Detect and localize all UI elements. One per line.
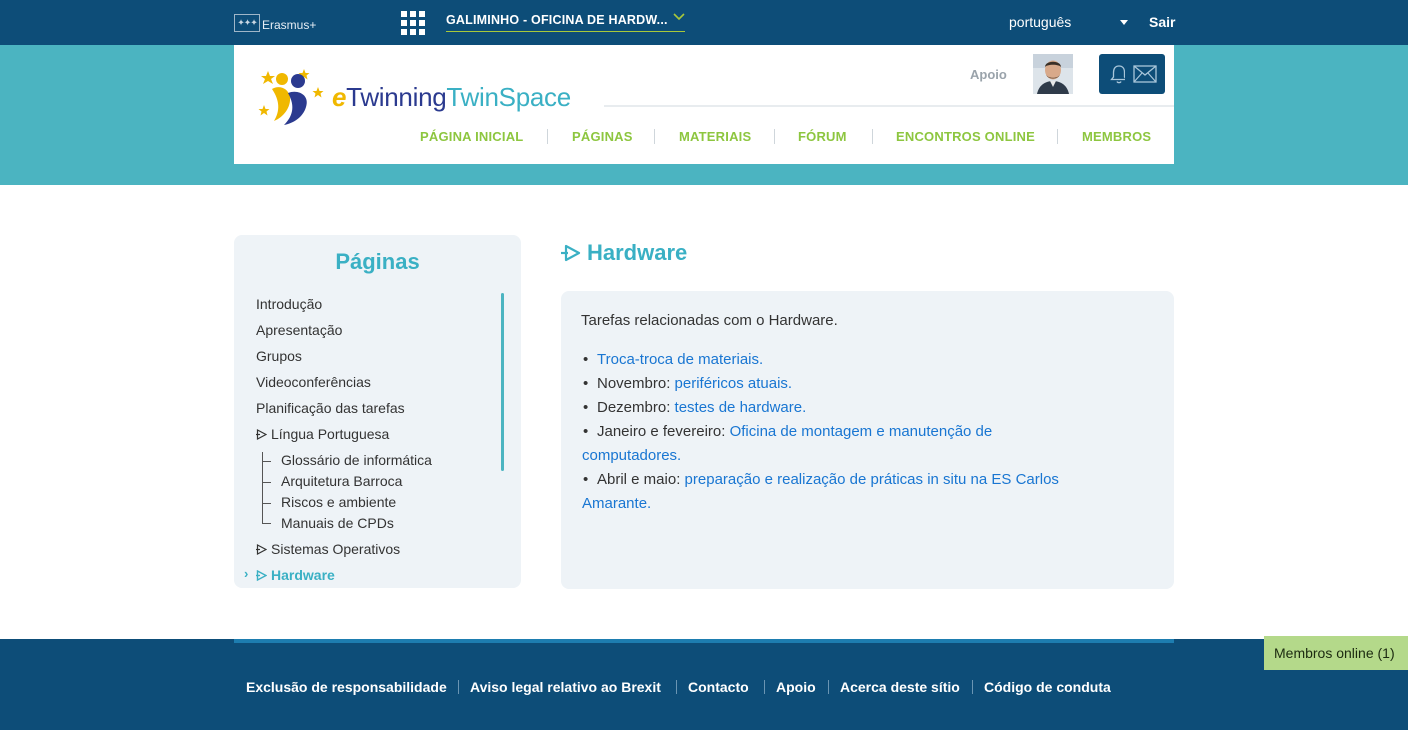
sidebar-subitem-manuais[interactable]: Manuais de CPDs [281,515,394,531]
sidebar-subitem-arquitetura[interactable]: Arquitetura Barroca [281,473,403,489]
main-nav [234,129,1174,145]
nav-materiais[interactable]: MATERIAIS [679,129,752,144]
etwinning-logo[interactable] [258,67,571,127]
sidebar-subitem-riscos[interactable]: Riscos e ambiente [281,494,397,510]
footer-accent-line [234,639,1174,643]
task-link[interactable]: preparação e realização de práticas in situ na ES Carlos [684,471,1059,488]
chevron-down-icon [673,13,685,21]
erasmus-logo[interactable] [234,13,316,33]
page-arrow-icon [561,244,581,262]
tree-branch [262,461,271,462]
content-intro: Tarefas relacionadas com o Hardware. [581,312,838,329]
task-link[interactable]: Oficina de montagem e manutenção de [729,423,993,440]
sidebar-item-hardware[interactable]: Hardware [256,567,335,583]
task-link[interactable]: periféricos atuais. [674,375,793,392]
project-name: GALIMINHO - OFICINA DE HARDW... [446,13,668,27]
task-link[interactable]: testes de hardware. [674,399,807,416]
tree-branch [262,503,271,504]
current-page-chevron-icon: › [244,566,249,581]
page-title [561,240,687,266]
nav-separator [1057,129,1058,144]
list-item: • Janeiro e fevereiro: Oficina de montagem e manutenção de computadores. [597,420,1137,468]
page-title-text: Hardware [587,240,688,265]
nav-pagina-inicial[interactable]: PÁGINA INICIAL [420,129,524,144]
task-list [582,348,1137,516]
tree-line [262,452,263,523]
language-select[interactable]: português [1009,14,1072,30]
footer-link-brexit[interactable]: Aviso legal relativo ao Brexit [470,679,661,695]
footer-separator [458,680,459,694]
footer-link-codigo[interactable]: Código de conduta [984,679,1111,695]
logout-link[interactable]: Sair [1149,14,1176,30]
footer-link-apoio[interactable]: Apoio [776,679,816,695]
user-avatar-icon [1033,54,1073,94]
project-selector[interactable] [446,10,685,32]
list-item: • Abril e maio: preparação e realização de práticas in situ na ES Carlos Amarante. [597,468,1137,516]
sidebar-item-lingua-portuguesa[interactable]: Língua Portuguesa [256,426,389,442]
bullet: • [583,423,589,440]
list-item: • Dezembro: testes de hardware. [597,396,1137,420]
footer-link-contacto[interactable]: Contacto [688,679,749,695]
list-item [583,348,1137,372]
nav-membros[interactable]: MEMBROS [1082,129,1152,144]
online-members-button[interactable]: Membros online (1) [1264,636,1408,670]
logo-wordmark: eTwinningTwinSpace [332,81,571,112]
nav-separator [872,129,873,144]
sidebar-subitem-glossario[interactable]: Glossário de informática [281,452,432,468]
messages-button[interactable] [1125,54,1165,94]
caret-down-icon[interactable] [1120,20,1128,25]
list-item: • Novembro: periféricos atuais. [597,372,1137,396]
section-arrow-icon [256,544,267,555]
bullet: • [583,375,589,392]
sidebar-item-sistemas-operativos[interactable]: Sistemas Operativos [256,541,400,557]
pages-sidebar [234,235,521,588]
nav-separator [654,129,655,144]
footer-separator [828,680,829,694]
footer [0,639,1408,730]
tree-branch [262,523,271,524]
header [234,45,1174,164]
erasmus-label: Erasmus+ [262,18,317,32]
nav-separator [547,129,548,144]
top-bar [0,0,1408,45]
eu-flag-icon: ✦✦✦ [234,14,260,32]
section-arrow-icon [256,570,267,581]
sidebar-item-apresentacao[interactable]: Apresentação [256,322,343,338]
nav-separator [774,129,775,144]
sidebar-item-grupos[interactable]: Grupos [256,348,302,364]
nav-forum[interactable]: FÓRUM [798,129,847,144]
footer-separator [764,680,765,694]
footer-separator [676,680,677,694]
bullet: • [583,471,589,488]
sidebar-item-videoconferencias[interactable]: Videoconferências [256,374,371,390]
sidebar-item-planificacao[interactable]: Planificação das tarefas [256,400,405,416]
nav-paginas[interactable]: PÁGINAS [572,129,633,144]
mail-icon [1133,65,1157,83]
tree-branch [262,482,271,483]
footer-link-acerca[interactable]: Acerca deste sítio [840,679,960,695]
apps-grid-icon[interactable] [401,11,425,35]
avatar[interactable] [1033,54,1073,94]
sidebar-item-introducao[interactable]: Introdução [256,296,323,312]
footer-separator [972,680,973,694]
section-arrow-icon [256,429,267,440]
task-link-continued[interactable]: computadores. [582,447,682,464]
sidebar-scrollbar[interactable] [501,293,504,471]
bullet: • [583,399,589,416]
task-link[interactable]: Troca-troca de materiais. [597,351,764,368]
header-divider [604,105,1174,107]
nav-encontros-online[interactable]: ENCONTROS ONLINE [896,129,1035,144]
support-link[interactable]: Apoio [970,67,1007,82]
bullet: • [583,351,589,368]
etwinning-figures-icon [258,67,326,127]
sidebar-title: Páginas [335,249,420,274]
task-link-continued[interactable]: Amarante. [582,495,652,512]
content-panel [561,291,1174,589]
footer-link-exclusao[interactable]: Exclusão de responsabilidade [246,679,447,695]
